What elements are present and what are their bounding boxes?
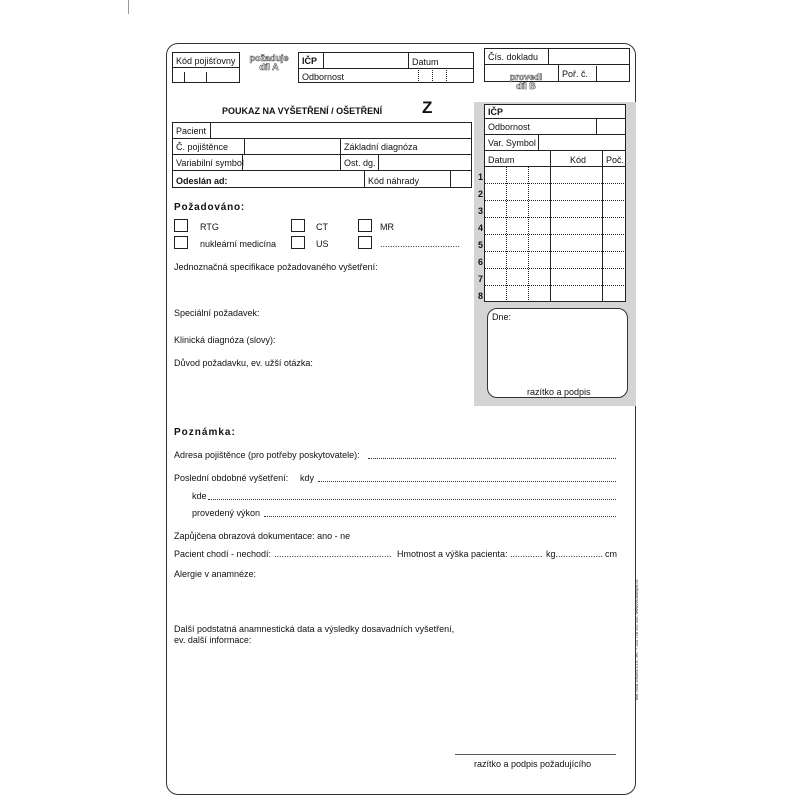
performed-label: provedený výkon bbox=[192, 508, 261, 518]
row-divider bbox=[484, 285, 626, 286]
other-checkbox[interactable] bbox=[358, 236, 372, 249]
other-dots: ................................ bbox=[380, 239, 461, 249]
date-label: Datum bbox=[412, 57, 439, 67]
doc-number-label: Čís. dokladu bbox=[488, 52, 539, 62]
address-line[interactable] bbox=[368, 458, 616, 459]
mr-label: MR bbox=[380, 222, 394, 232]
imaging-docs-label: Zapůjčena obrazová dokumentace: ano - ne bbox=[174, 531, 351, 541]
row-number: 1 bbox=[477, 172, 483, 182]
signature-line[interactable] bbox=[455, 754, 616, 755]
other-diagnosis-label: Ost. dg. bbox=[344, 158, 376, 168]
last-exam-label: Poslední obdobné vyšetření: bbox=[174, 473, 289, 483]
ct-label: CT bbox=[316, 222, 328, 232]
col-date-label: Datum bbox=[488, 155, 515, 165]
col-count-label: Poč. bbox=[606, 155, 625, 165]
row-number: 3 bbox=[477, 206, 483, 216]
insurer-code-label: Kód pojišťovny bbox=[176, 56, 236, 66]
row-divider bbox=[484, 200, 626, 201]
when-label: kdy bbox=[300, 473, 315, 483]
other-data-label-1: Další podstatná anamnestická data a výsledky dosavadních vyšetření, bbox=[174, 624, 455, 634]
col-code-label: Kód bbox=[570, 155, 587, 165]
row-divider bbox=[484, 268, 626, 269]
row-number: 5 bbox=[477, 240, 483, 250]
row-divider bbox=[484, 234, 626, 235]
clinical-diagnosis-label: Klinická diagnóza (slovy): bbox=[174, 335, 276, 345]
mr-checkbox[interactable] bbox=[358, 219, 372, 232]
sent-to-label: Odeslán ad: bbox=[176, 176, 228, 186]
provider-var-symbol-label: Var. Symbol bbox=[488, 138, 536, 148]
performed-line[interactable] bbox=[264, 516, 616, 517]
allergy-label: Alergie v anamnéze: bbox=[174, 569, 257, 579]
us-label: US bbox=[316, 239, 329, 249]
row-number: 7 bbox=[477, 274, 483, 284]
row-number: 4 bbox=[477, 223, 483, 233]
row-divider bbox=[484, 251, 626, 252]
crop-mark bbox=[128, 0, 129, 14]
row-number: 8 bbox=[477, 291, 483, 301]
row-number: 6 bbox=[477, 257, 483, 267]
note-heading: Poznámka: bbox=[174, 427, 236, 438]
icp-label: IČP bbox=[302, 56, 318, 66]
rtg-checkbox[interactable] bbox=[174, 219, 188, 232]
us-checkbox[interactable] bbox=[291, 236, 305, 249]
form-title: POUKAZ NA VYŠETŘENÍ / OŠETŘENÍ bbox=[222, 106, 383, 116]
where-label: kde bbox=[192, 491, 207, 501]
weight-dots[interactable]: ............. bbox=[510, 549, 543, 559]
stamp-sign-label: razítko a podpis bbox=[527, 387, 591, 397]
weight-height-label: Hmotnost a výška pacienta: bbox=[397, 549, 508, 559]
requests-part-a-label: požaduje díl A bbox=[249, 53, 289, 72]
spec-label: Jednoznačná specifikace požadovaného vyšetření: bbox=[174, 262, 378, 272]
row-divider bbox=[484, 183, 626, 184]
nuclear-checkbox[interactable] bbox=[174, 236, 188, 249]
special-request-label: Speciální požadavek: bbox=[174, 308, 260, 318]
provider-specialty-label: Odbornost bbox=[488, 122, 531, 132]
specialty-label: Odbornost bbox=[302, 72, 345, 82]
rtg-label: RTG bbox=[200, 222, 219, 232]
when-line[interactable] bbox=[318, 481, 616, 482]
reimbursement-code-label: Kód náhrady bbox=[368, 176, 420, 186]
provider-icp-label: IČP bbox=[488, 107, 504, 117]
performs-part-b-label: provedl díl B bbox=[509, 72, 543, 91]
cm-label: cm bbox=[605, 549, 617, 559]
signature-label: razítko a podpis požadujícího bbox=[474, 759, 592, 769]
address-label: Adresa pojištěnce (pro potřeby poskytovatele): bbox=[174, 450, 360, 460]
row-divider bbox=[484, 217, 626, 218]
form-letter: Z bbox=[422, 98, 433, 117]
kg-label: kg. bbox=[546, 549, 559, 559]
ct-checkbox[interactable] bbox=[291, 219, 305, 232]
requested-heading: Požadováno: bbox=[174, 202, 246, 213]
row-number: 2 bbox=[477, 189, 483, 199]
publisher-imprint: tisk: RAB DRAVA s.r.o., tel.: + 420 728 262 045, www.rvs-tiskopis.cz bbox=[634, 579, 639, 700]
insured-no-label: Č. pojištěnce bbox=[176, 142, 229, 152]
patient-label: Pacient bbox=[176, 126, 207, 136]
other-data-label-2: ev. další informace: bbox=[174, 635, 252, 645]
walking-label: Pacient chodí - nechodí: bbox=[174, 549, 272, 559]
cm-dots[interactable]: .................. bbox=[558, 549, 604, 559]
seq-number-label: Poř. č. bbox=[562, 69, 589, 79]
main-diagnosis-label: Základní diagnóza bbox=[344, 142, 418, 152]
where-line[interactable] bbox=[208, 499, 616, 500]
reason-label: Důvod požadavku, ev. užší otázka: bbox=[174, 358, 313, 368]
variable-symbol-label: Variabilní symbol bbox=[176, 158, 244, 168]
walking-dots[interactable]: ............................................... bbox=[274, 549, 392, 559]
stamp-date-label: Dne: bbox=[492, 312, 512, 322]
nuclear-label: nukleární medicína bbox=[200, 239, 277, 249]
